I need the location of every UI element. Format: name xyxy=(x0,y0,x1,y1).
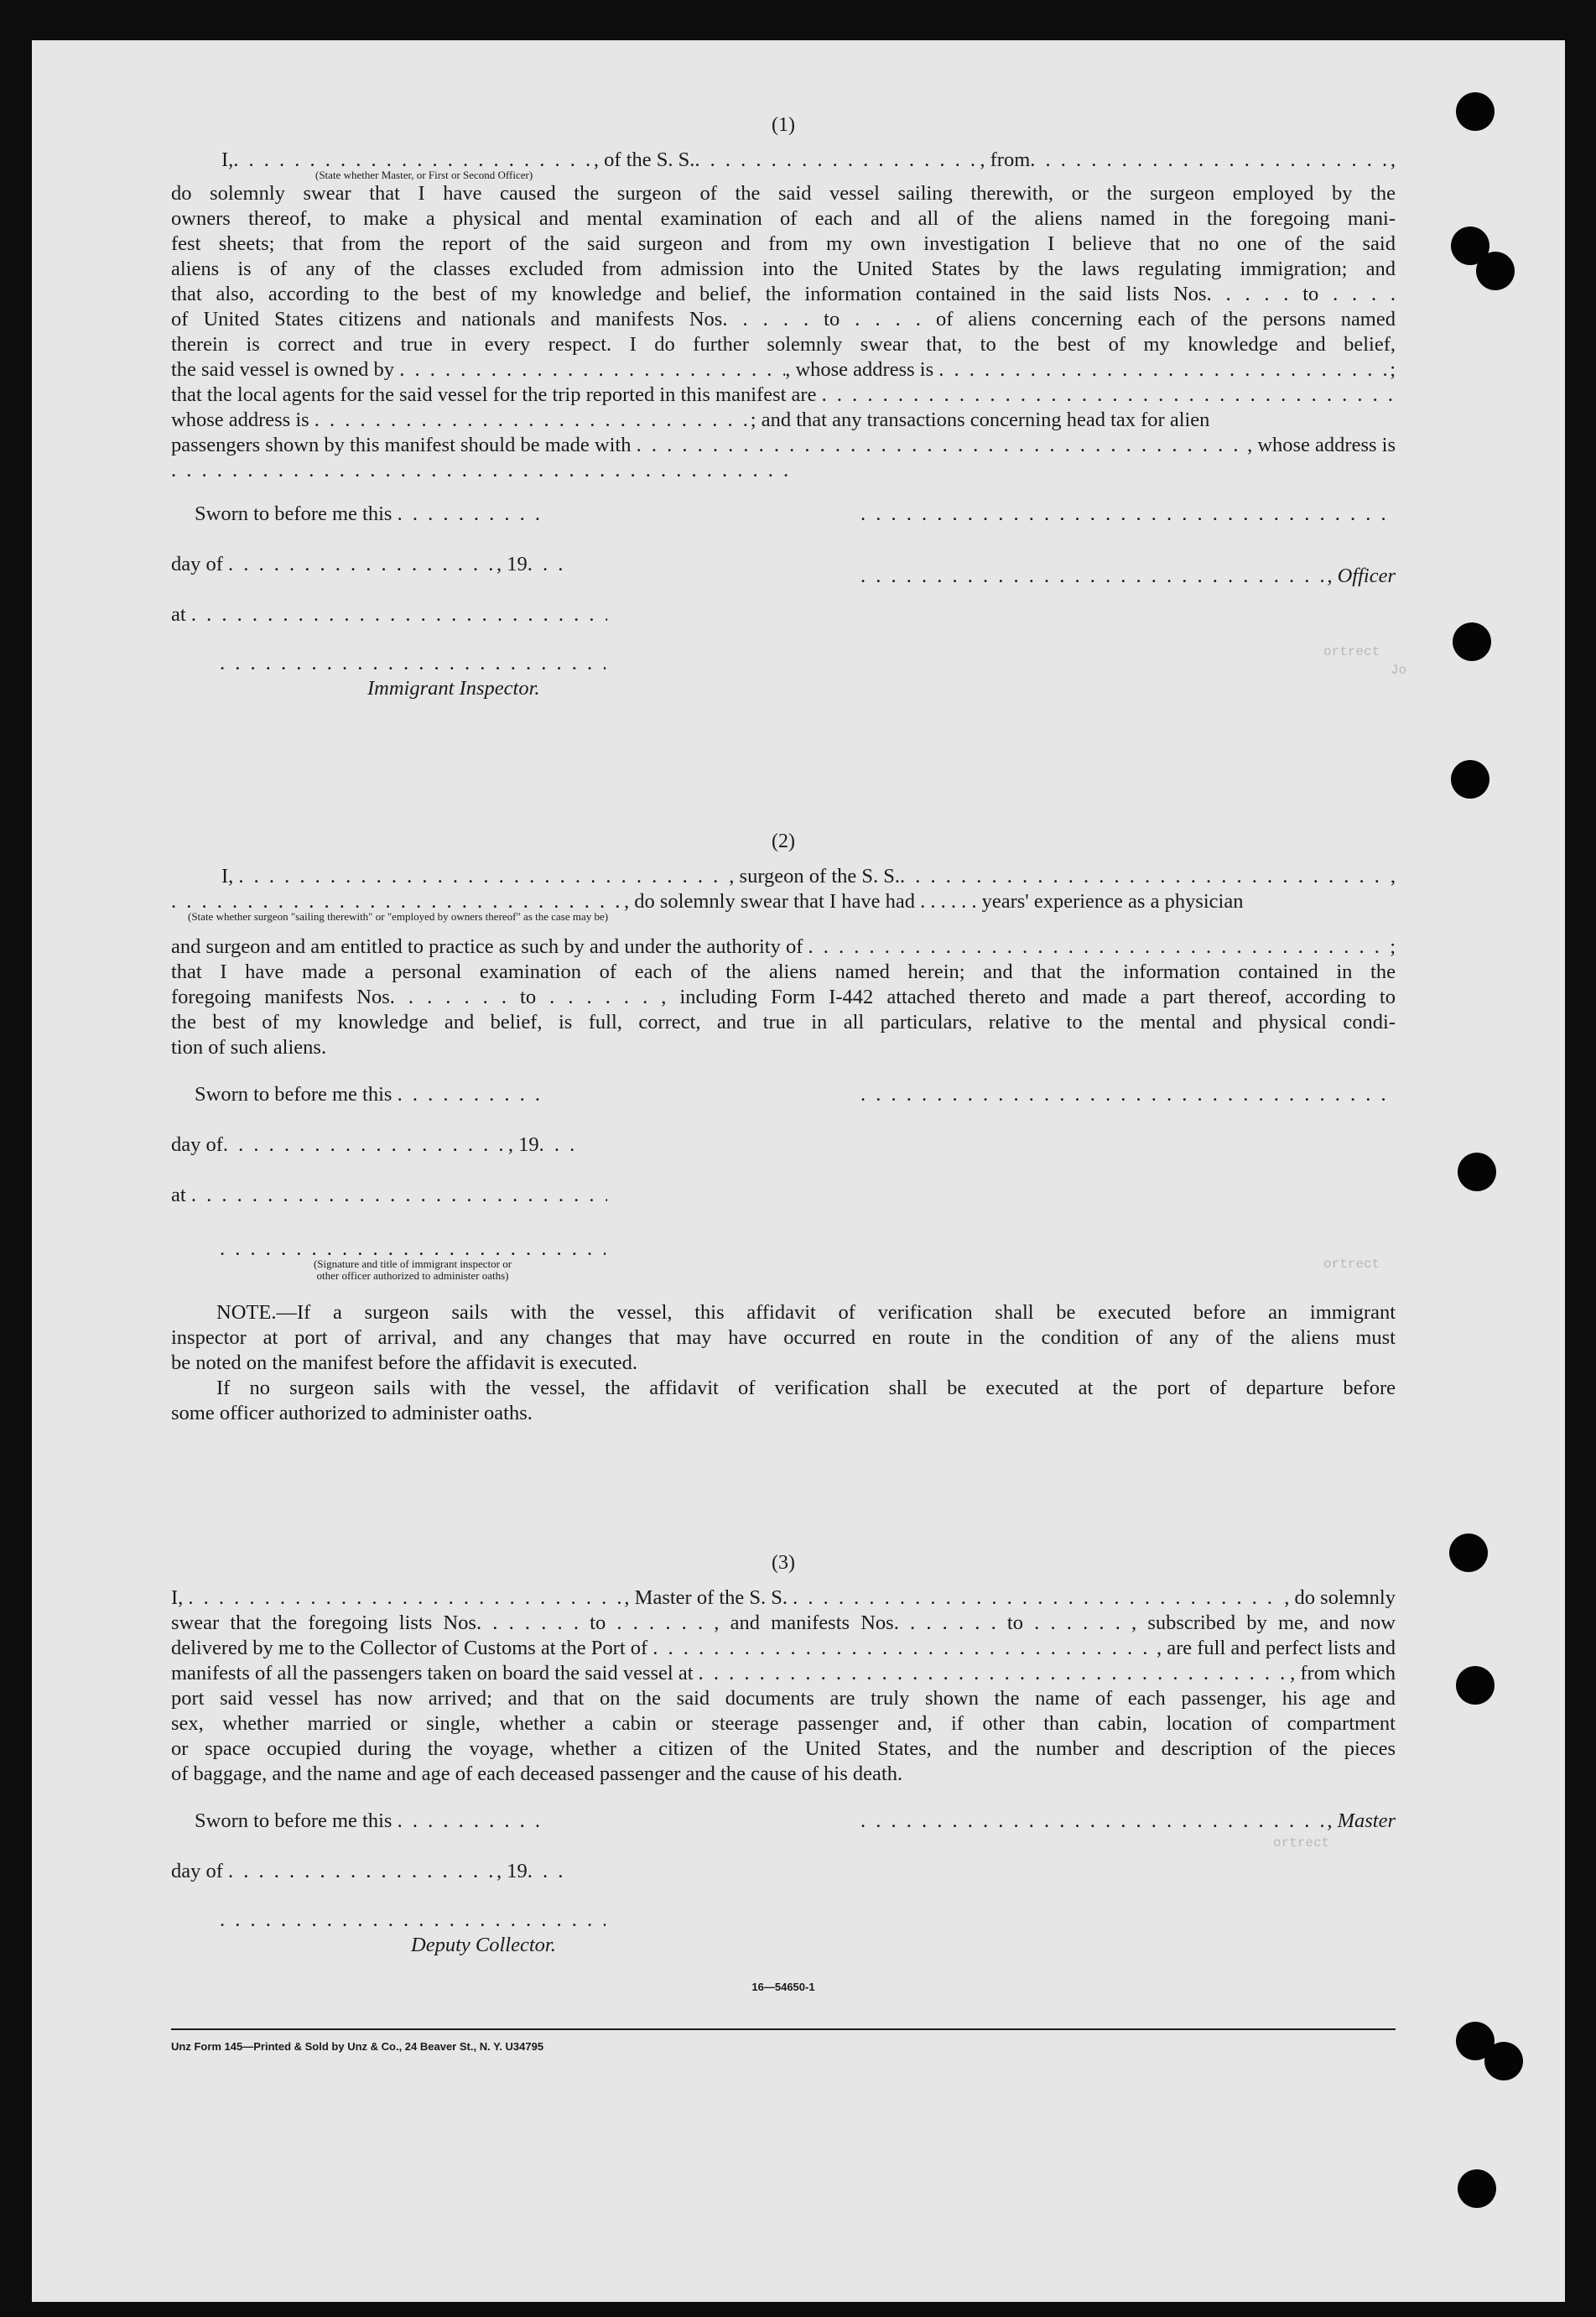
oath-body: that I have made a personal examination of each of the aliens named herein; and that the information contained in the foregoing manifests Nos. . . . . . . to . . . . . . , including Form I-442 attached thereto and made a part thereof, according to the best of my knowledge and belief, is full, correct, and true in all particulars, relative to the mental and physical condi- tion of such aliens. xyxy=(171,961,1396,1059)
officer-title-line: . . . , Officer xyxy=(860,564,1396,589)
binder-hole xyxy=(1458,2169,1496,2208)
day-line: day of . . . , 19 . . . xyxy=(171,552,641,577)
officer-signature-line xyxy=(860,502,1396,527)
oath-body: do solemnly swear that I have caused the surgeon of the said vessel sailing therewith, or the surgeon employed by the owners thereof, to make a physical and mental examination of each and all of the aliens named in the foregoing mani- fest sheets; that from the report of the said surgeon and from my own investigation I believe that no one of the said aliens is of any of the classes excluded from admission into the United States by the laws regulating immigration; and that also, according to the best of my knowledge and belief, the information contained in the said lists Nos. . . . . to . . . . of United States citizens and nationals and manifests Nos. . . . . to . . . . of aliens concerning each of the persons named therein is correct and true in every respect. I do further solemnly swear that, to the best of my knowledge and belief, xyxy=(171,182,1396,356)
signature-area xyxy=(171,1809,1396,1968)
master-signature-line: . . . , Master xyxy=(860,1809,1396,1834)
note-block: NOTE.—If a surgeon sails with the vessel, this affidavit of verification shall be executed before an immigrant inspector at port of arrival, and any changes that may have occurred en route in the condition of any of the aliens must be noted on the manifest before the affidavit is executed. If no surgeon sails with the vessel, the affidavit of verification shall be executed at the port of departure before some officer authorized to administer oaths. xyxy=(171,1301,1396,1424)
sworn-line: Sworn to before me this . . . xyxy=(195,502,664,527)
binder-hole xyxy=(1484,2042,1523,2080)
collector-title: Deputy Collector. xyxy=(411,1934,556,1956)
section-number: (1) xyxy=(772,114,795,136)
section-number: (3) xyxy=(772,1552,795,1574)
signature-area xyxy=(171,1082,1396,1292)
margin-mark: ortrect xyxy=(1323,1257,1380,1272)
oath-body: swear that the foregoing lists Nos. . . . . . . to . . . . . . , and manifests Nos. . . . . . . to . . . . . . , subscribed by me, and now xyxy=(171,1611,1396,1634)
signature-sublabel: (Signature and title of immigrant inspector or other officer authorized to administer oaths) xyxy=(313,1258,512,1282)
at-line: at . . . xyxy=(171,602,607,627)
affidavit-section-3 xyxy=(171,1550,1396,2000)
head-tax-line: passengers shown by this manifest should be made with . . . , whose address is xyxy=(171,433,1396,458)
signature-area xyxy=(171,502,1396,703)
binder-hole xyxy=(1458,1153,1496,1191)
section-number: (2) xyxy=(772,830,795,852)
at-line: at . . . xyxy=(171,1183,607,1208)
field-sublabel: (State whether surgeon "sailing therewith" or "employed by owners thereof" as the case may be) xyxy=(188,910,609,923)
boarding-line: manifests of all the passengers taken on board the said vessel at . . . , from which xyxy=(171,1661,1396,1686)
master-line: I, . . . , Master of the S. S. . . . , do solemnly xyxy=(171,1585,1396,1611)
margin-mark: Jo xyxy=(1391,663,1407,678)
port-line: delivered by me to the Collector of Customs at the Port of . . . , are full and perfect lists and xyxy=(171,1636,1396,1661)
experience-line: . . . , do solemnly swear that I have had . . . . . . years' experience as a physician xyxy=(171,889,1396,914)
owner-line: the said vessel is owned by . . . , whose address is . . . ; xyxy=(171,357,1396,383)
oath-body-continued: port said vessel has now arrived; and that on the said documents are truly shown the name of each passenger, his age and sex, whether married or single, whether a cabin or steerage passenger and, if other than cabin, location of compartment or space occupied during the voyage, whether a citizen of the United States, and the number and description of the pieces of baggage, and the name and age of each deceased passenger and the cause of his death. xyxy=(171,1687,1396,1785)
inspector-signature-line xyxy=(220,651,606,676)
binder-hole xyxy=(1453,622,1491,661)
affidavit-section-1 xyxy=(171,112,1396,703)
binder-hole xyxy=(1476,252,1515,290)
day-line: day of . . . , 19 . . . xyxy=(171,1132,641,1158)
binder-hole xyxy=(1449,1533,1488,1572)
inspector-title: Immigrant Inspector. xyxy=(367,677,540,700)
surgeon-signature-line xyxy=(860,1082,1396,1107)
authority-line: and surgeon and am entitled to practice as such by and under the authority of . . . ; xyxy=(171,935,1396,960)
binder-hole xyxy=(1456,1666,1495,1705)
sworn-line: Sworn to before me this . . . xyxy=(195,1809,664,1834)
surgeon-line: I, . . . , surgeon of the S. S. . . . , xyxy=(171,864,1396,889)
agents-line: that the local agents for the said vessel for the trip reported in this manifest are . . . xyxy=(171,383,1396,408)
binder-hole xyxy=(1456,92,1495,131)
field-sublabel: (State whether Master, or First or Second Officer) xyxy=(315,169,533,181)
address-line: whose address is . . . ; and that any transactions concerning head tax for alien xyxy=(171,408,1396,433)
collector-signature-line xyxy=(220,1908,606,1933)
officer-line: I, . . . , of the S. S. . . . , from . . . , xyxy=(171,148,1396,173)
printer-footer: Unz Form 145—Printed & Sold by Unz & Co., 24 Beaver St., N. Y. U34795 xyxy=(171,2040,544,2053)
document-page xyxy=(32,40,1565,2302)
margin-mark: ortrect xyxy=(1323,644,1380,659)
footer-rule xyxy=(171,2028,1396,2030)
affidavit-section-2 xyxy=(171,829,1396,1426)
form-number: 16—54650-1 xyxy=(751,1981,815,1993)
margin-mark: ortrect xyxy=(1273,1835,1330,1851)
binder-hole xyxy=(1451,760,1489,799)
day-line: day of . . . , 19 . . . xyxy=(171,1859,641,1884)
sworn-line: Sworn to before me this . . . xyxy=(195,1082,664,1107)
